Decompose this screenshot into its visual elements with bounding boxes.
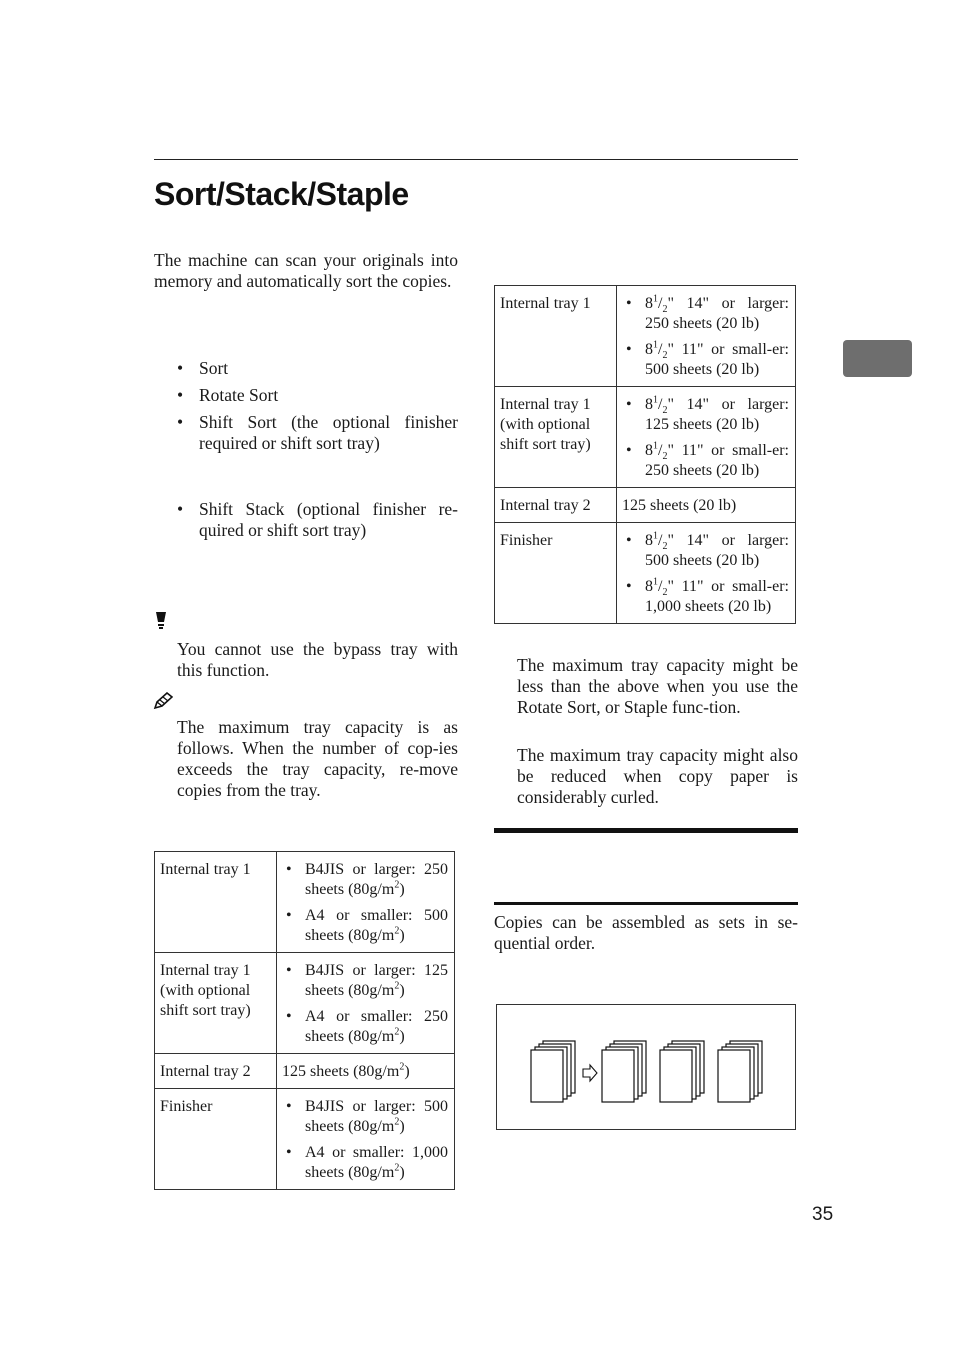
list-item: • A4 or smaller: 250 sheets $(80g/m^2)$ [282, 1007, 448, 1047]
sort-description: Copies can be assembled as sets in se-quential order. [494, 912, 798, 953]
table-row [495, 387, 796, 488]
row-label: Internal tray 1 (with optional shift sort tray) [495, 387, 617, 488]
subsection-rule [494, 902, 798, 905]
row-values [617, 286, 796, 387]
list-item: • $8^1/_2$" 11" or small-er: 500 sheets (20 lb) [622, 340, 789, 380]
sorted-set-1 [602, 1041, 646, 1102]
sort-illustration [496, 1004, 796, 1130]
list-item: • Sort [177, 358, 458, 379]
row-values [277, 953, 455, 1054]
inch-capacity-table [494, 285, 796, 624]
table-row [155, 852, 455, 953]
row-label: Finisher [155, 1089, 277, 1190]
chapter-tab [843, 340, 912, 377]
row-values [277, 1089, 455, 1190]
section-rule [494, 828, 798, 833]
list-item: • A4 or smaller: 1,000 sheets $(80g/m^2)$ [282, 1143, 448, 1183]
stack-modes-list [177, 499, 458, 541]
table-row [155, 953, 455, 1054]
row-label: Internal tray 1 (with optional shift sort tray) [155, 953, 277, 1054]
list-item: • $8^1/_2$" 14" or larger: 250 sheets (20 lb) [622, 294, 789, 334]
list-item: • $8^1/_2$" 11" or small-er: 1,000 sheets (20 lb) [622, 577, 789, 617]
sorted-set-2 [660, 1041, 704, 1102]
table-row [495, 523, 796, 624]
row-values [617, 523, 796, 624]
list-item: • Shift Sort (the optional finisher required or shift sort tray) [177, 412, 458, 454]
original-stack [531, 1041, 575, 1102]
list-item: • Shift Stack (optional finisher re-quired or shift sort tray) [177, 499, 458, 541]
row-label: Internal tray 2 [495, 488, 617, 523]
sort-modes-list [177, 358, 458, 454]
table-row [495, 488, 796, 523]
sorted-set-3 [718, 1041, 762, 1102]
list-item: • B4JIS or larger: 500 sheets $(80g/m^2)$ [282, 1097, 448, 1137]
list-item: • Rotate Sort [177, 385, 458, 406]
list-item: • A4 or smaller: 500 sheets $(80g/m^2)$ [282, 906, 448, 946]
row-values [277, 852, 455, 953]
row-label: Internal tray 1 [495, 286, 617, 387]
lightbulb-icon [153, 610, 169, 632]
row-values [617, 387, 796, 488]
capacity-note-1: The maximum tray capacity might be less than the above when you use the Rotate Sort, or Staple func-tion. [517, 655, 798, 717]
row-label: Internal tray 2 [155, 1054, 277, 1089]
row-values: 125 sheets (20 lb) [617, 488, 796, 523]
arrow-right-icon [583, 1065, 597, 1081]
metric-capacity-table [154, 851, 455, 1190]
list-item: • $8^1/_2$" 14" or larger: 125 sheets (20 lb) [622, 395, 789, 435]
row-label: Finisher [495, 523, 617, 624]
limitation-text: You cannot use the bypass tray with this function. [177, 639, 458, 680]
header-rule [154, 159, 798, 160]
page-number: 35 [812, 1204, 834, 1225]
row-values: 125 sheets $(80g/m^2)$ [277, 1054, 455, 1089]
page-title: Sort/Stack/Staple [154, 176, 409, 212]
list-item: • B4JIS or larger: 250 sheets $(80g/m^2)$ [282, 860, 448, 900]
sorted-sets-diagram [497, 1005, 795, 1129]
note-text: The maximum tray capacity is as follows. When the number of cop-ies exceeds the tray capacity, re-move copies from the tray. [177, 717, 458, 800]
pencil-icon [153, 692, 173, 710]
list-item: • $8^1/_2$" 11" or small-er: 250 sheets (20 lb) [622, 441, 789, 481]
list-item: • B4JIS or larger: 125 sheets $(80g/m^2)$ [282, 961, 448, 1001]
list-item: • $8^1/_2$" 14" or larger: 500 sheets (20 lb) [622, 531, 789, 571]
intro-paragraph: The machine can scan your originals into memory and automatically sort the copies. [154, 250, 458, 291]
row-label: Internal tray 1 [155, 852, 277, 953]
capacity-note-2: The maximum tray capacity might also be reduced when copy paper is considerably curled. [517, 745, 798, 807]
table-row [155, 1054, 455, 1089]
table-row [155, 1089, 455, 1190]
table-row [495, 286, 796, 387]
